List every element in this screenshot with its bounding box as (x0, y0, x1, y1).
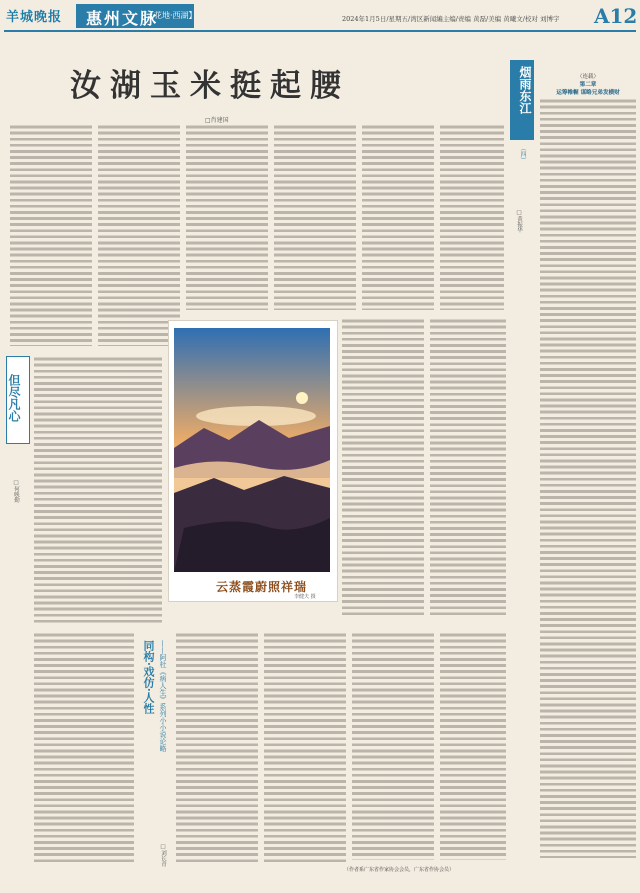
article-text-col6 (440, 124, 504, 310)
side-column-author: □黄振华 (516, 210, 522, 233)
serial-text (540, 98, 636, 858)
article-author: □肖建国 (205, 117, 229, 124)
serial-subtitle: 运筹帷幄 谋略兄弟发横财 (556, 90, 620, 96)
header-rule (4, 30, 636, 32)
photo-credit: 李健夫 摄 (294, 594, 316, 600)
article-text-col2 (98, 124, 180, 346)
article-text-col4 (274, 124, 356, 310)
section-label: 【花地·西湖】 (146, 11, 197, 20)
article-text-col8 (430, 318, 506, 618)
footer-note: （作者系广东省作家协会会员，广东省作协会员） (344, 867, 455, 873)
column3-text-col3 (352, 632, 434, 860)
article-text-col5 (362, 124, 434, 310)
column3-text-col2 (264, 632, 346, 862)
column3-subtitle: ——阿杜《病人生》系列小小说论略 (159, 640, 167, 752)
page-number: A12 (594, 4, 638, 28)
column2-text (34, 356, 162, 626)
column2-author: □何映勤 (13, 480, 19, 503)
column2-title: 但尽凡心 (7, 374, 21, 422)
column2-text-lower (34, 632, 134, 862)
newspaper-logo: 羊城晚报 (6, 10, 63, 25)
side-column-subtitle: （四） (519, 145, 526, 163)
photo-caption: 云蒸霞蔚照祥瑞 (216, 580, 308, 594)
serial-head: （连载） (576, 74, 599, 80)
dateline: 2024年1月5日/星期五/湾区新闻編主编/责编 黄磊/美编 黄曦文/校对 刘博宇 (342, 15, 560, 23)
headline: 汝湖玉米挺起腰 (70, 68, 350, 104)
section-title: 惠州文脉 (86, 9, 159, 28)
article-text-col1 (10, 124, 92, 346)
column3-title: 同构·戏仿·人性 (142, 640, 155, 714)
column3-author: □刘长青 (160, 844, 166, 867)
column3-text-col4 (440, 632, 506, 860)
article-text-col3 (186, 124, 268, 310)
column3-text-col1 (176, 632, 258, 862)
landscape-photo (174, 328, 330, 572)
serial-chapter: 第二章 (579, 82, 597, 88)
side-column-title: 烟雨东江 (518, 66, 532, 114)
article-text-col7 (342, 318, 424, 618)
